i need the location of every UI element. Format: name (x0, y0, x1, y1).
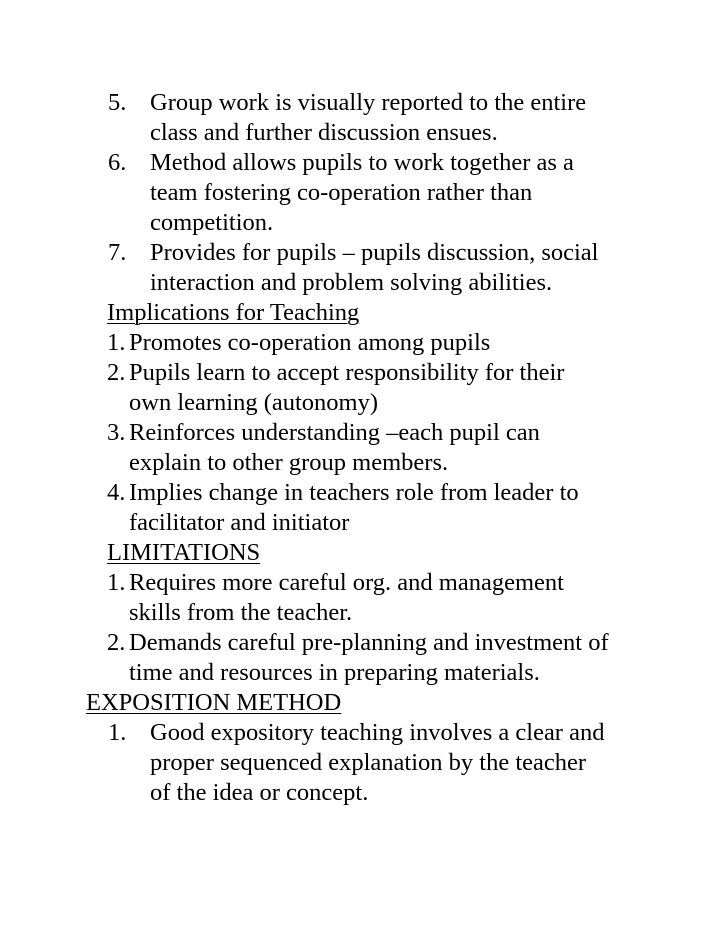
list-number: 1. (107, 569, 126, 596)
list-text: class and further discussion ensues. (150, 119, 498, 146)
list-number: 2. (107, 359, 126, 386)
list-number: 2. (107, 629, 126, 656)
list-number: 7. (108, 239, 127, 266)
list-text: Method allows pupils to work together as a (150, 149, 574, 176)
list-text: Provides for pupils – pupils discussion, social (150, 239, 599, 266)
list-text: Implies change in teachers role from leader to (129, 479, 579, 506)
heading-text: EXPOSITION METHOD (86, 689, 342, 716)
list-text: Group work is visually reported to the entire (150, 89, 587, 116)
list-text: of the idea or concept. (150, 779, 369, 806)
list-text: interaction and problem solving abilities. (150, 269, 553, 296)
list-text: own learning (autonomy) (129, 389, 379, 416)
list-number: 5. (108, 89, 127, 116)
list-text: time and resources in preparing materials. (129, 659, 540, 686)
list-text: skills from the teacher. (129, 599, 353, 626)
list-number: 3. (107, 419, 126, 446)
list-text: team fostering co-operation rather than (150, 179, 533, 206)
heading-text: Implications for Teaching (107, 299, 360, 326)
list-number: 1. (108, 719, 127, 746)
list-text: competition. (150, 209, 274, 236)
list-text: Demands careful pre-planning and investment of (129, 629, 609, 656)
list-text: Promotes co-operation among pupils (129, 329, 491, 356)
list-text: proper sequenced explanation by the teacher (150, 749, 587, 776)
list-number: 1. (107, 329, 126, 356)
list-number: 4. (107, 479, 126, 506)
list-text: Reinforces understanding –each pupil can (129, 419, 540, 446)
list-number: 6. (108, 149, 127, 176)
list-text: explain to other group members. (129, 449, 449, 476)
list-text: Requires more careful org. and management (129, 569, 564, 596)
list-text: Good expository teaching involves a clear and (150, 719, 605, 746)
heading-text: LIMITATIONS (107, 539, 261, 566)
list-text: Pupils learn to accept responsibility for their (129, 359, 565, 386)
list-text: facilitator and initiator (129, 509, 350, 536)
